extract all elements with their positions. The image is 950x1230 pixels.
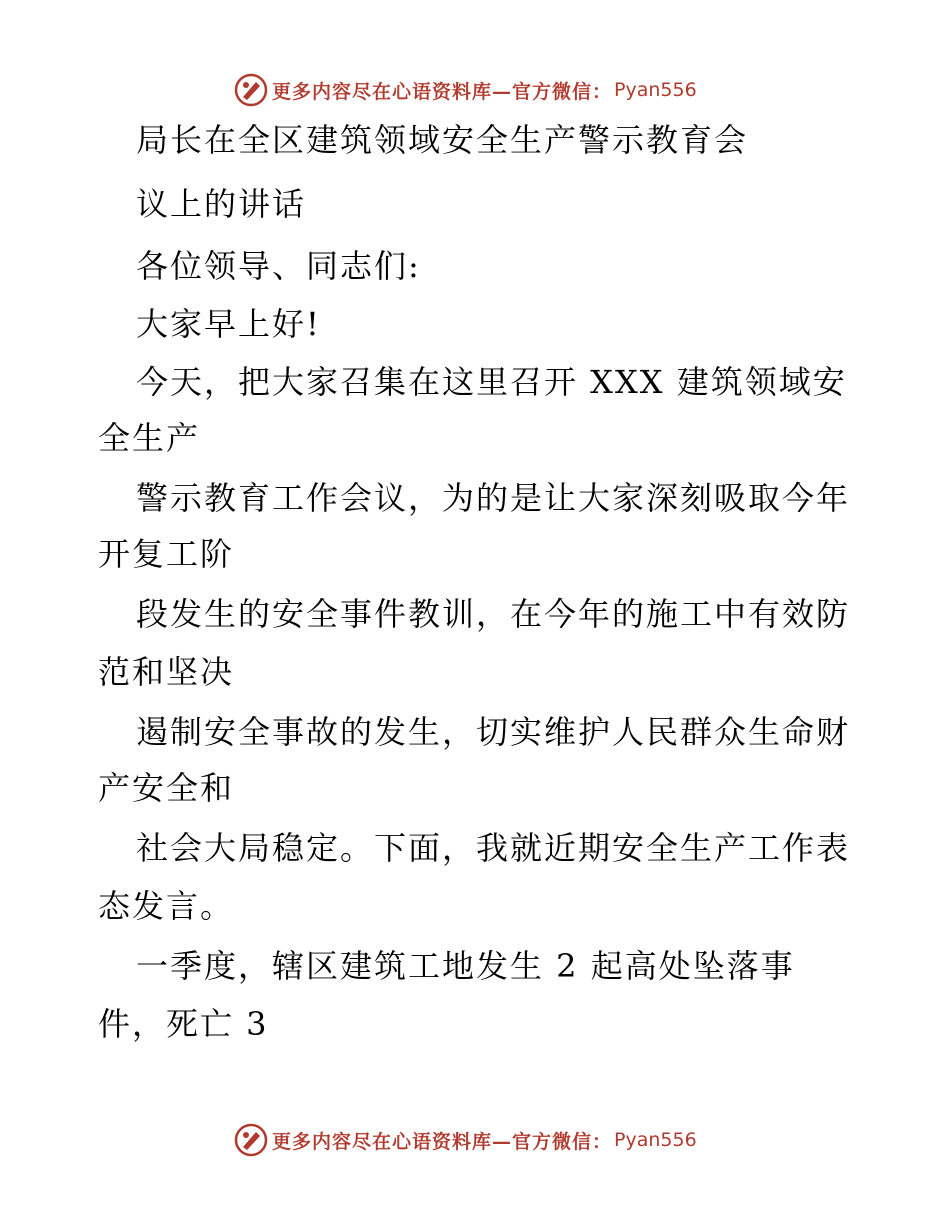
footer-watermark-banner xyxy=(234,1120,697,1160)
paragraph-line: 产安全和 xyxy=(98,769,235,807)
title-line-2: 议上的讲话 xyxy=(136,185,307,223)
logo-icon xyxy=(234,73,268,107)
paragraph-line: 警示教育工作会议，为的是让大家深刻吸取今年 xyxy=(136,479,851,517)
banner-wechat-id: Pyan556 xyxy=(614,1129,697,1151)
paragraph-line: 开复工阶 xyxy=(98,535,235,573)
greeting: 大家早上好! xyxy=(136,305,321,343)
paragraph-line: 全生产 xyxy=(98,419,201,457)
paragraph-line: 今天，把大家召集在这里召开 XXX 建筑领域安 xyxy=(136,363,847,401)
banner-text: 更多内容尽在心语资料库—官方微信： xyxy=(272,80,613,103)
paragraph-line: 一季度，辖区建筑工地发生 2 起高处坠落事 xyxy=(136,947,795,985)
paragraph-line: 社会大局稳定。下面，我就近期安全生产工作表 xyxy=(136,829,851,867)
banner-wechat-id: Pyan556 xyxy=(614,79,697,101)
paragraph-line: 范和坚决 xyxy=(98,653,235,691)
paragraph-line: 段发生的安全事件教训，在今年的施工中有效防 xyxy=(136,595,851,633)
salutation: 各位领导、同志们: xyxy=(136,247,421,285)
banner-text: 更多内容尽在心语资料库—官方微信： xyxy=(272,1130,613,1153)
title-line-1: 局长在全区建筑领域安全生产警示教育会 xyxy=(136,121,749,159)
paragraph-line: 态发言。 xyxy=(98,887,235,925)
header-watermark-banner xyxy=(234,70,697,110)
paragraph-line: 件，死亡 3 xyxy=(98,1005,269,1043)
logo-icon xyxy=(234,1123,268,1157)
paragraph-line: 遏制安全事故的发生，切实维护人民群众生命财 xyxy=(136,713,851,751)
